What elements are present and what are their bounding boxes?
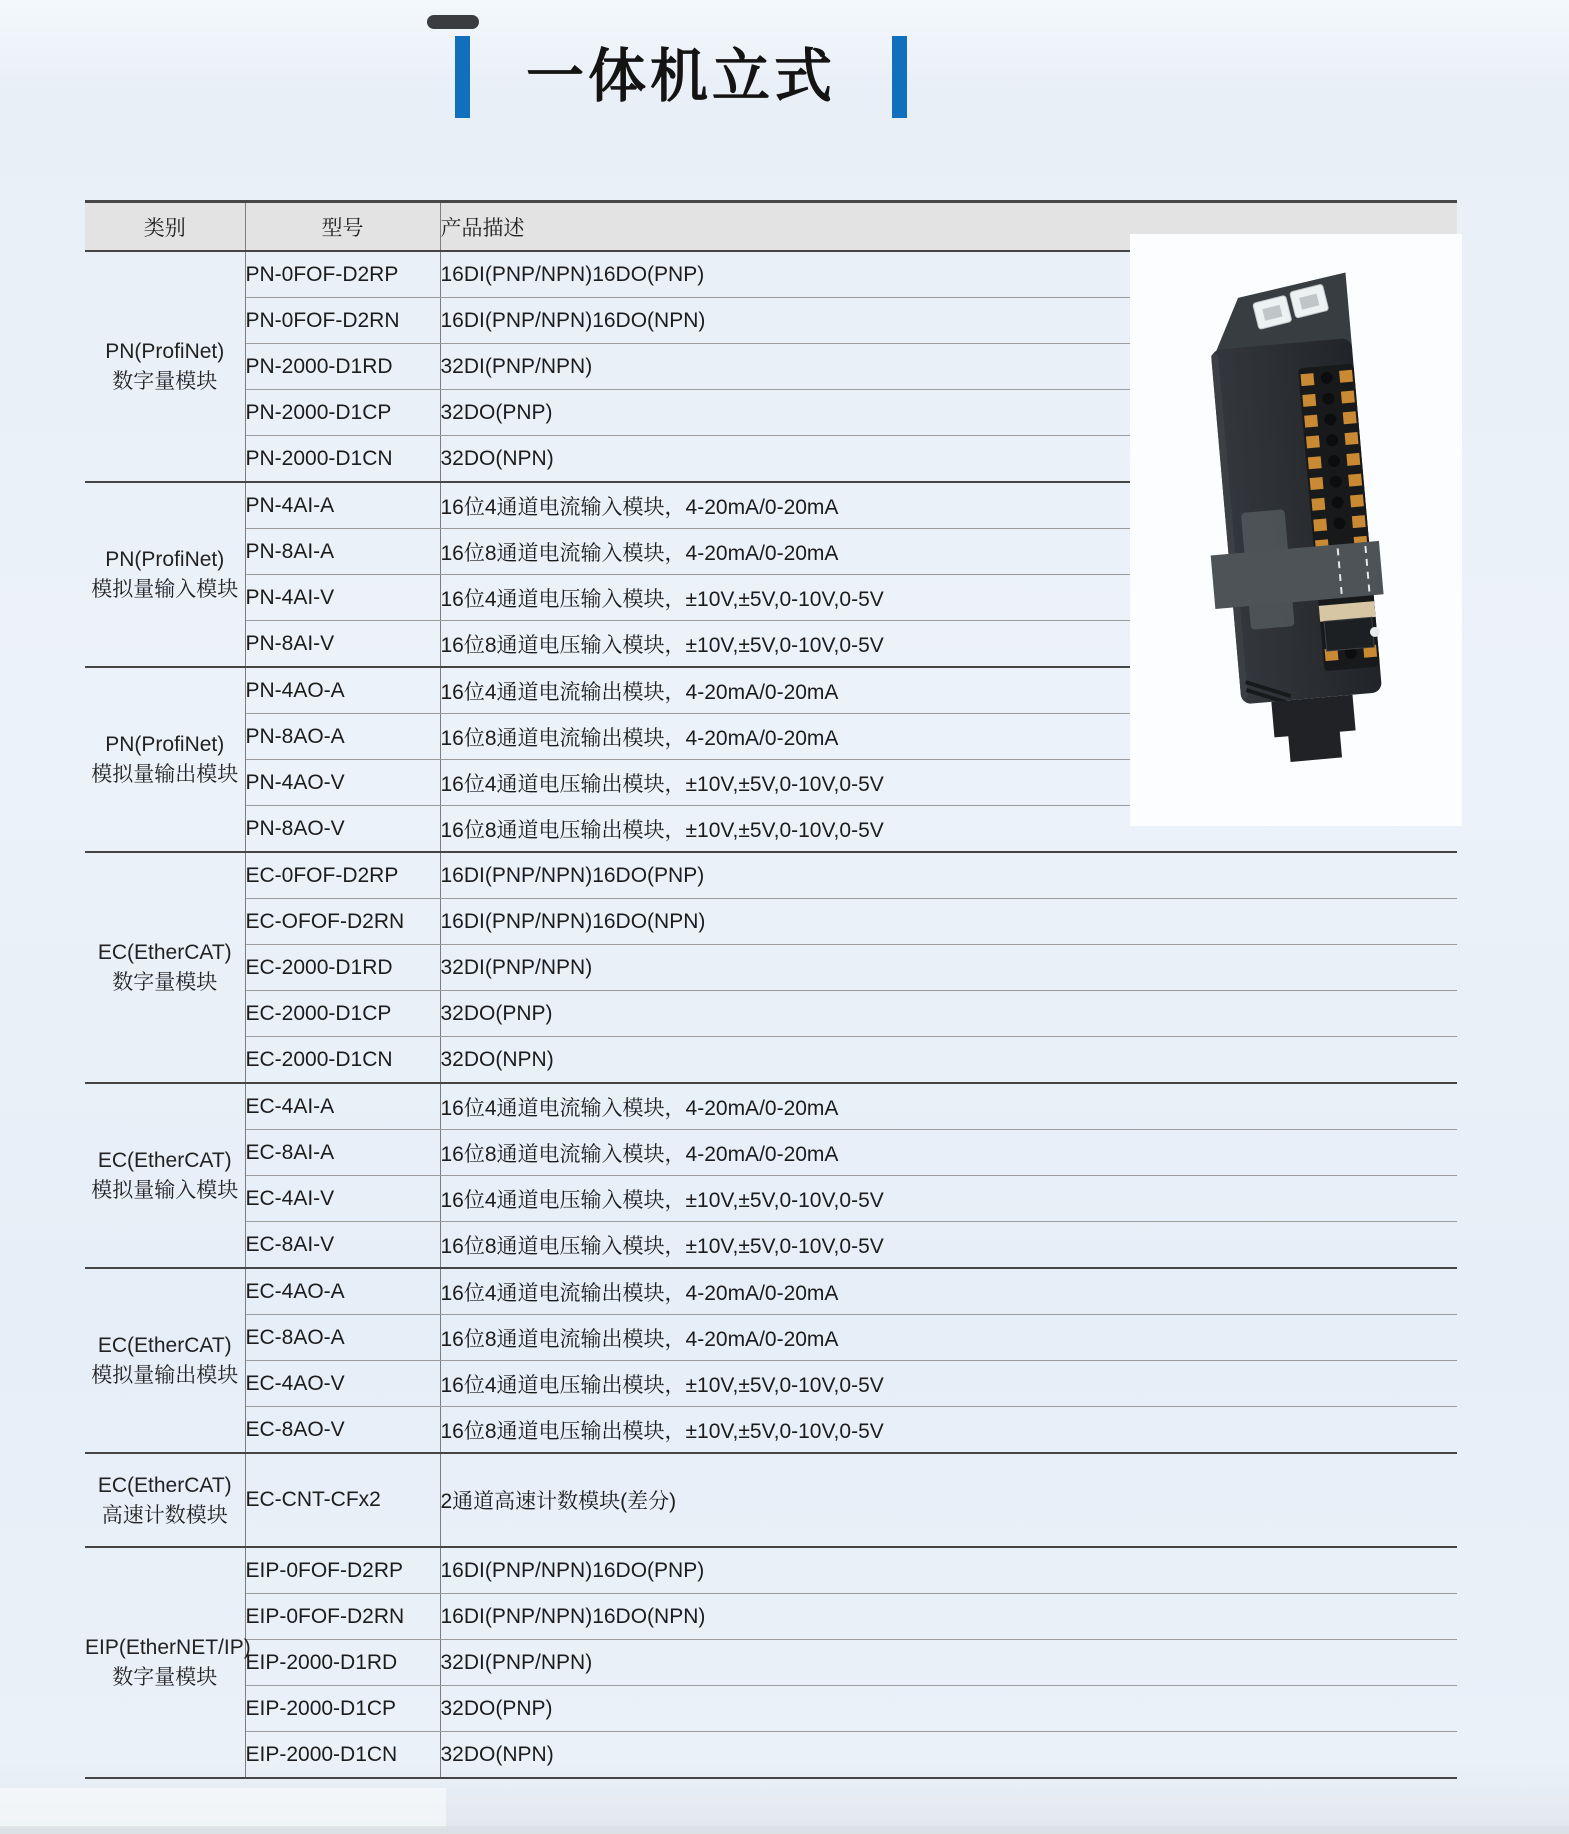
model-cell: EC-4AI-V	[245, 1176, 440, 1222]
model-cell: EIP-2000-D1CN	[245, 1732, 440, 1779]
product-photo-box	[1130, 234, 1462, 826]
model-cell: EC-OFOF-D2RN	[245, 899, 440, 945]
description-cell: 16位8通道电流输出模块，4-20mA/0-20mA	[440, 714, 1457, 760]
header-description: 产品描述	[440, 202, 1457, 252]
category-cell: PN(ProfiNet) 数字量模块	[85, 251, 245, 482]
model-cell: PN-8AI-V	[245, 621, 440, 668]
description-cell: 16位8通道电压输入模块，±10V,±5V,0-10V,0-5V	[440, 1222, 1457, 1269]
description-cell: 16位4通道电流输出模块，4-20mA/0-20mA	[440, 1268, 1457, 1315]
model-cell: PN-4AI-A	[245, 482, 440, 529]
description-cell: 16位8通道电压输出模块，±10V,±5V,0-10V,0-5V	[440, 806, 1457, 853]
table-row	[85, 1037, 1457, 1084]
table-row	[85, 1130, 1457, 1176]
description-cell: 16DI(PNP/NPN)16DO(PNP)	[440, 1547, 1457, 1594]
description-cell: 16位8通道电压输入模块，±10V,±5V,0-10V,0-5V	[440, 621, 1457, 668]
description-cell: 32DO(PNP)	[440, 1686, 1457, 1732]
category-cell: PN(ProfiNet) 模拟量输入模块	[85, 482, 245, 667]
model-cell: EC-2000-D1CN	[245, 1037, 440, 1084]
device-card	[1324, 617, 1374, 651]
category-cell: PN(ProfiNet) 模拟量输出模块	[85, 667, 245, 852]
model-cell: EIP-0FOF-D2RN	[245, 1594, 440, 1640]
model-cell: PN-2000-D1CP	[245, 390, 440, 436]
model-cell: EC-4AI-A	[245, 1083, 440, 1130]
description-cell: 32DO(PNP)	[440, 390, 1457, 436]
page-title: 一体机立式	[526, 44, 837, 109]
description-cell: 32DI(PNP/NPN)	[440, 945, 1457, 991]
model-cell: PN-8AI-A	[245, 529, 440, 575]
description-cell: 16DI(PNP/NPN)16DO(PNP)	[440, 852, 1457, 899]
model-cell: EC-2000-D1CP	[245, 991, 440, 1037]
table-row	[85, 991, 1457, 1037]
model-cell: EIP-2000-D1CP	[245, 1686, 440, 1732]
category-cell: EC(EtherCAT) 数字量模块	[85, 852, 245, 1083]
table-row	[85, 945, 1457, 991]
description-cell: 16位8通道电流输入模块，4-20mA/0-20mA	[440, 529, 1457, 575]
model-cell: EIP-0FOF-D2RP	[245, 1547, 440, 1594]
category-cell: EC(EtherCAT) 模拟量输入模块	[85, 1083, 245, 1268]
device-bottom-connector	[1271, 695, 1358, 763]
description-cell: 16DI(PNP/NPN)16DO(NPN)	[440, 298, 1457, 344]
description-cell: 16DI(PNP/NPN)16DO(NPN)	[440, 1594, 1457, 1640]
table-row	[85, 1453, 1457, 1547]
model-cell: PN-0FOF-D2RN	[245, 298, 440, 344]
model-cell: PN-2000-D1RD	[245, 344, 440, 390]
table-row	[85, 1594, 1457, 1640]
model-cell: PN-4AI-V	[245, 575, 440, 621]
description-cell: 16位4通道电压输入模块，±10V,±5V,0-10V,0-5V	[440, 1176, 1457, 1222]
model-cell: PN-0FOF-D2RP	[245, 251, 440, 298]
io-module-photo	[1131, 234, 1461, 826]
table-row	[85, 1268, 1457, 1315]
model-cell: EC-8AI-A	[245, 1130, 440, 1176]
title-accent-bar-left	[455, 36, 470, 118]
description-cell: 16位4通道电压输出模块，±10V,±5V,0-10V,0-5V	[440, 1361, 1457, 1407]
description-cell: 16位4通道电流输入模块，4-20mA/0-20mA	[440, 1083, 1457, 1130]
io-module-device	[1187, 272, 1397, 768]
description-cell: 2通道高速计数模块(差分)	[440, 1453, 1457, 1547]
description-cell: 16位8通道电流输入模块，4-20mA/0-20mA	[440, 1130, 1457, 1176]
description-cell: 32DO(NPN)	[440, 1037, 1457, 1084]
description-cell: 32DO(NPN)	[440, 1732, 1457, 1779]
description-cell: 16位4通道电流输入模块，4-20mA/0-20mA	[440, 482, 1457, 529]
page-edge-fragment	[427, 15, 479, 29]
bottom-edge-strip	[0, 1826, 1569, 1834]
model-cell: PN-4AO-V	[245, 760, 440, 806]
model-cell: EC-8AI-V	[245, 1222, 440, 1269]
table-row	[85, 1686, 1457, 1732]
model-cell: EC-8AO-A	[245, 1315, 440, 1361]
table-row	[85, 1547, 1457, 1594]
table-row	[85, 1315, 1457, 1361]
model-cell: EC-8AO-V	[245, 1407, 440, 1454]
description-cell: 16位8通道电压输出模块，±10V,±5V,0-10V,0-5V	[440, 1407, 1457, 1454]
title-accent-bar-right	[892, 36, 907, 118]
model-cell: PN-8AO-A	[245, 714, 440, 760]
description-cell: 16DI(PNP/NPN)16DO(PNP)	[440, 251, 1457, 298]
model-cell: PN-4AO-A	[245, 667, 440, 714]
header-model: 型号	[245, 202, 440, 252]
model-cell: EC-0FOF-D2RP	[245, 852, 440, 899]
model-cell: EC-CNT-CFx2	[245, 1453, 440, 1547]
table-row	[85, 1361, 1457, 1407]
table-row	[85, 1407, 1457, 1454]
model-cell: PN-8AO-V	[245, 806, 440, 853]
page-title-block	[455, 36, 907, 118]
category-cell: EC(EtherCAT) 高速计数模块	[85, 1453, 245, 1547]
table-row	[85, 1732, 1457, 1779]
description-cell: 32DO(PNP)	[440, 991, 1457, 1037]
model-cell: EIP-2000-D1RD	[245, 1640, 440, 1686]
description-cell: 16位4通道电压输入模块，±10V,±5V,0-10V,0-5V	[440, 575, 1457, 621]
table-row	[85, 852, 1457, 899]
description-cell: 16位4通道电压输出模块，±10V,±5V,0-10V,0-5V	[440, 760, 1457, 806]
table-row	[85, 899, 1457, 945]
category-cell: EIP(EtherNET/IP) 数字量模块	[85, 1547, 245, 1778]
description-cell: 16DI(PNP/NPN)16DO(NPN)	[440, 899, 1457, 945]
model-cell: EC-4AO-V	[245, 1361, 440, 1407]
table-row	[85, 1222, 1457, 1269]
table-row	[85, 1176, 1457, 1222]
description-cell: 16位4通道电流输出模块，4-20mA/0-20mA	[440, 667, 1457, 714]
model-cell: EC-2000-D1RD	[245, 945, 440, 991]
description-cell: 32DO(NPN)	[440, 436, 1457, 483]
bottom-light-band	[0, 1788, 446, 1828]
model-cell: PN-2000-D1CN	[245, 436, 440, 483]
model-cell: EC-4AO-A	[245, 1268, 440, 1315]
table-row	[85, 1083, 1457, 1130]
table-row	[85, 1640, 1457, 1686]
description-cell: 32DI(PNP/NPN)	[440, 344, 1457, 390]
description-cell: 16位8通道电流输出模块，4-20mA/0-20mA	[440, 1315, 1457, 1361]
header-category: 类别	[85, 202, 245, 252]
category-cell: EC(EtherCAT) 模拟量输出模块	[85, 1268, 245, 1453]
description-cell: 32DI(PNP/NPN)	[440, 1640, 1457, 1686]
